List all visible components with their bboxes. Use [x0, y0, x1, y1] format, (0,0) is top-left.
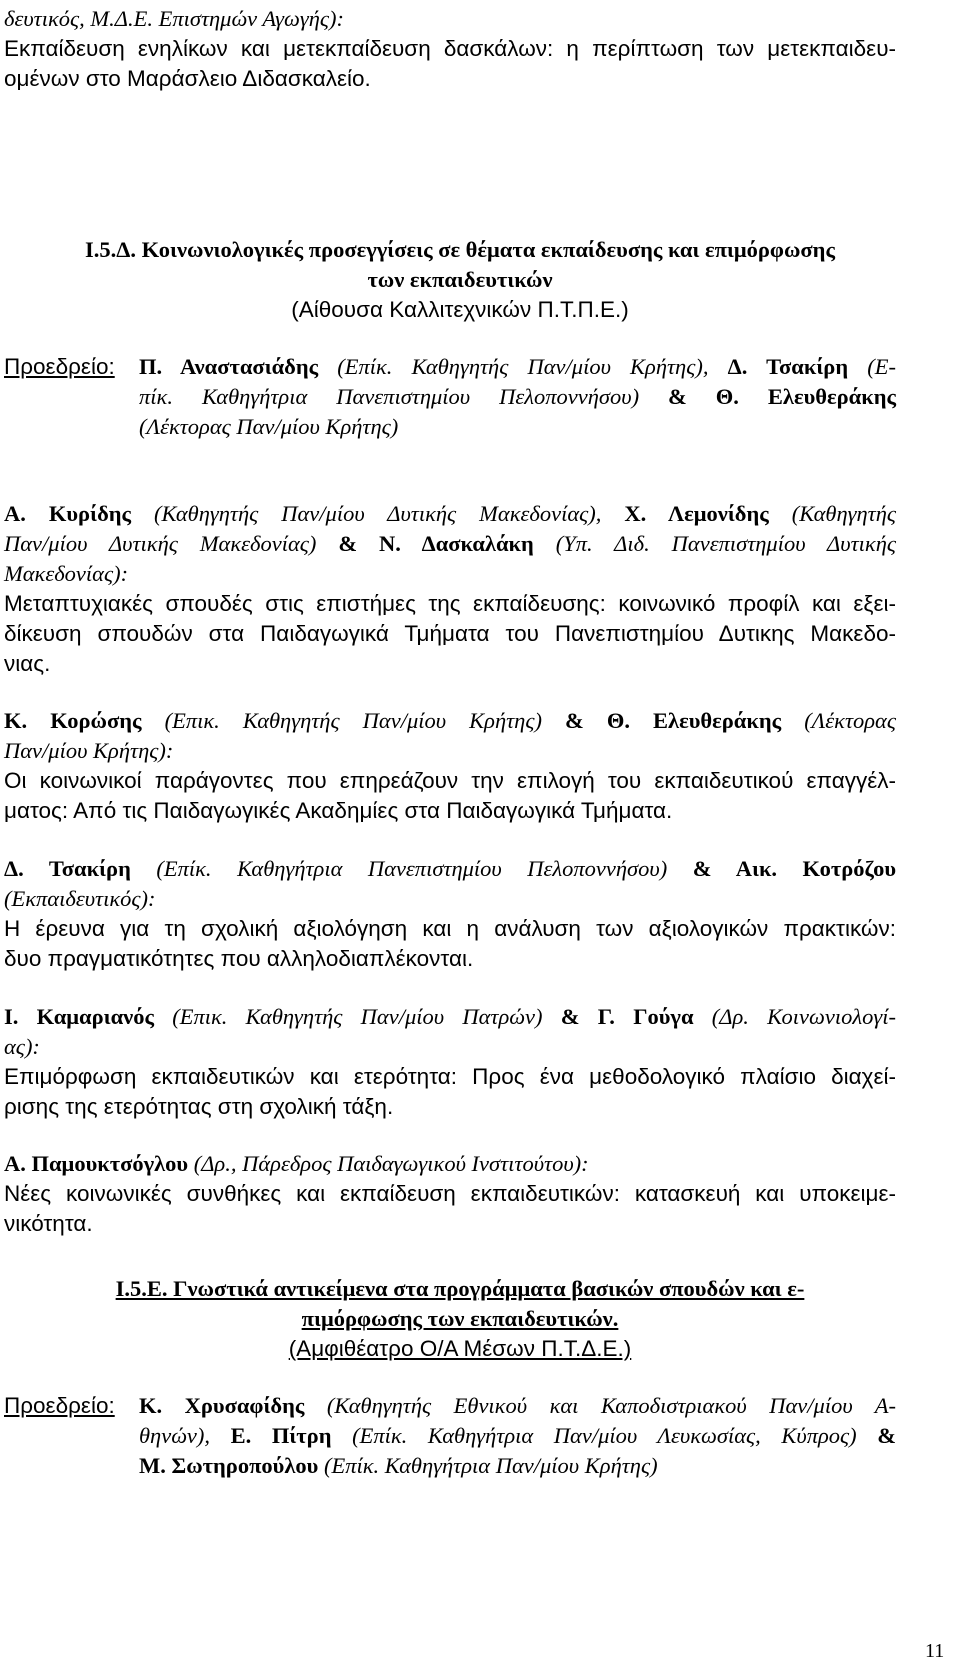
author-name: Ν. Δασκαλάκη [379, 531, 534, 556]
intro-line-2: Εκπαίδευση ενηλίκων και μετεκπαίδευση δασκάλων: η περίπτωση των μετεκπαιδευ- [4, 36, 896, 61]
chair-affiliation: (Ε- [848, 354, 896, 379]
intro-line-1: δευτικός, Μ.Δ.Ε. Επιστημών Αγωγής): [4, 6, 344, 31]
author-name: Χ. Λεμονίδης [624, 501, 769, 526]
ampersand: & [639, 384, 716, 409]
chair-line-1 [139, 1392, 896, 1420]
chair-name: Ε. Πίτρη [230, 1423, 332, 1448]
paper-5-title-line-2: νικότητα. [4, 1211, 93, 1236]
chair-name: Μ. Σωτηροπούλου [139, 1453, 319, 1478]
paper-2-title-line-2: ματος: Από τις Παιδαγωγικές Ακαδημίες στα Παιδαγωγικά Τμήματα. [4, 798, 673, 823]
paper-5-title-line-1: Νέες κοινωνικές συνθήκες και εκπαίδευση εκπαιδευτικών: κατασκευή και υποκειμε- [4, 1181, 896, 1206]
author-name: Αικ. Κοτρόζου [735, 856, 897, 881]
paper-5-authors-line-1 [4, 1150, 589, 1178]
chair-line-3 [139, 1452, 658, 1480]
author-affiliation: (Επίκ. Καθηγήτρια Πανεπιστημίου Πελοποννήσου) [130, 856, 668, 881]
paper-1-authors-line-3: Μακεδονίας): [4, 561, 129, 586]
chair-affiliation: (Επίκ. Καθηγητής Παν/μίου Κρήτης), [318, 354, 728, 379]
section-venue: (Αμφιθέατρο Ο/Α Μέσων Π.Τ.Δ.Ε.) [288, 1336, 632, 1361]
section-venue: (Αίθουσα Καλλιτεχνικών Π.Τ.Π.Ε.) [291, 297, 629, 322]
author-affiliation: (Καθηγητής Παν/μίου Δυτικής Μακεδονίας), [131, 501, 625, 526]
section-title-line-1: Ι.5.Ε. Γνωστικά αντικείμενα στα προγράμματα βασικών σπουδών και ε- [115, 1276, 805, 1301]
author-affiliation: (Δρ. Κοινωνιολογί- [693, 1004, 896, 1029]
paper-1-title-line-3: νιας. [4, 651, 51, 676]
chair-line-2 [139, 1422, 896, 1450]
author-affiliation: (Καθηγητής [768, 501, 896, 526]
author-name: Κ. Κορώσης [4, 708, 142, 733]
ampersand: & [316, 531, 380, 556]
author-affiliation: (Δρ., Πάρεδρος Παιδαγωγικού Ινστιτούτου): [188, 1151, 589, 1176]
author-affiliation: (Επικ. Καθηγητής Παν/μίου Κρήτης) [141, 708, 542, 733]
chair-affiliation: (Καθηγητής Εθνικού και Καποδιστριακού Παν/μίου Α- [304, 1393, 897, 1418]
section-title-line-2: των εκπαιδευτικών [367, 267, 553, 292]
paper-1-title-line-1: Μεταπτυχιακές σπουδές στις επιστήμες της εκπαίδευσης: κοινωνικό προφίλ και εξει- [4, 591, 896, 616]
author-affiliation: (Λέκτορας [781, 708, 896, 733]
paper-2-title-line-1: Οι κοινωνικοί παράγοντες που επηρεάζουν την επιλογή του εκπαιδευτικού επαγγέλ- [4, 768, 896, 793]
paper-3-title-line-2: δυο πραγματικότητες που αλληλοδιαπλέκονται. [4, 946, 474, 971]
chair-affiliation: (Επίκ. Καθηγήτρια Παν/μίου Λευκωσίας, Κύπρος) [331, 1423, 857, 1448]
author-name: Θ. Ελευθεράκης [606, 708, 782, 733]
paper-4-title-line-1: Επιμόρφωση εκπαιδευτικών και ετερότητα: Προς ένα μεθοδολογικό πλαίσιο διαχεί- [4, 1064, 896, 1089]
chair-affiliation: θηνών), [139, 1423, 231, 1448]
paper-1-authors-line-2 [4, 530, 896, 558]
author-affiliation: (Υπ. Διδ. Πανεπιστημίου Δυτικής [533, 531, 896, 556]
chair-name: Κ. Χρυσαφίδης [139, 1393, 305, 1418]
chair-line-1 [139, 353, 896, 381]
chair-label: Προεδρείο: [4, 1393, 115, 1418]
page-number: 11 [925, 1640, 945, 1662]
paper-1-authors-line-1 [4, 500, 896, 528]
paper-3-title-line-1: Η έρευνα για τη σχολική αξιολόγηση και η ανάλυση των αξιολογικών πρακτικών: [4, 916, 896, 941]
chair-name: Θ. Ελευθεράκης [715, 384, 896, 409]
author-name: Γ. Γούγα [597, 1004, 694, 1029]
author-affiliation: Παν/μίου Δυτικής Μακεδονίας) [4, 531, 317, 556]
ampersand: & [667, 856, 736, 881]
chair-line-3: (Λέκτορας Παν/μίου Κρήτης) [139, 414, 399, 439]
chair-label: Προεδρείο: [4, 354, 115, 379]
ampersand: & [856, 1423, 897, 1448]
author-name: Δ. Τσακίρη [4, 856, 131, 881]
paper-3-authors-line-1 [4, 855, 896, 883]
paper-3-authors-line-2: (Εκπαιδευτικός): [4, 886, 156, 911]
chair-name: Π. Αναστασιάδης [139, 354, 319, 379]
paper-1-title-line-2: δίκευση σπουδών στα Παιδαγωγικά Τμήματα του Πανεπιστημίου Δυτικης Μακεδο- [4, 621, 896, 646]
chair-name: Δ. Τσακίρη [727, 354, 849, 379]
paper-4-authors-line-1 [4, 1003, 896, 1031]
section-title-line-2: πιμόρφωσης των εκπαιδευτικών. [301, 1306, 619, 1331]
paper-4-title-line-2: ρισης της ετερότητας στη σχολική τάξη. [4, 1094, 394, 1119]
section-title-line-1: Ι.5.Δ. Κοινωνιολογικές προσεγγίσεις σε θέματα εκπαίδευσης και επιμόρφωσης [85, 237, 835, 262]
author-affiliation: (Επικ. Καθηγητής Παν/μίου Πατρών) [153, 1004, 543, 1029]
paper-4-authors-line-2: ας): [4, 1034, 40, 1059]
chair-affiliation: πίκ. Καθηγήτρια Πανεπιστημίου Πελοποννήσου) [139, 384, 640, 409]
intro-line-3: ομένων στο Μαράσλειο Διδασκαλείο. [4, 66, 371, 91]
chair-line-2 [139, 383, 896, 411]
paper-2-authors-line-2: Παν/μίου Κρήτης): [4, 738, 174, 763]
author-name: Α. Κυρίδης [4, 501, 132, 526]
paper-2-authors-line-1 [4, 707, 896, 735]
ampersand: & [542, 1004, 598, 1029]
author-name: Ι. Καμαριανός [4, 1004, 154, 1029]
chair-affiliation: (Επίκ. Καθηγήτρια Παν/μίου Κρήτης) [318, 1453, 658, 1478]
ampersand: & [541, 708, 607, 733]
author-name: Α. Παμουκτσόγλου [4, 1151, 189, 1176]
